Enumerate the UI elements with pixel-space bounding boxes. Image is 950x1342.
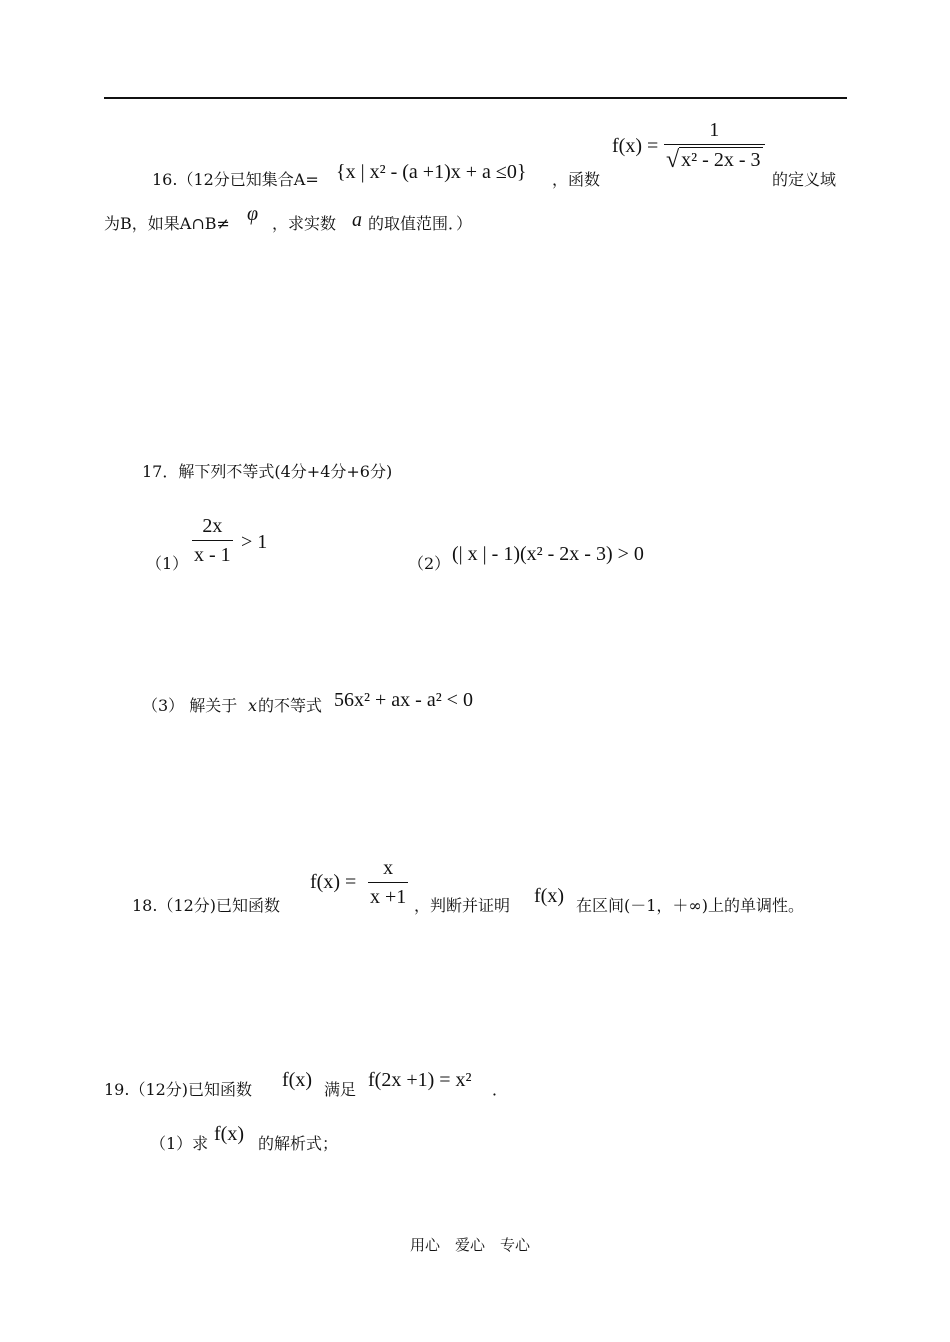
q18-fraction-numerator: x (383, 857, 394, 879)
q18-function-fraction (368, 856, 408, 909)
q18-function-lhs: f(x) = (310, 871, 357, 893)
q16-function-fraction (664, 118, 765, 173)
q17-part1-rhs: > 1 (241, 531, 268, 553)
q16-line2-start: 为B，如果A∩B≠ (104, 214, 230, 233)
q18-label: 18.（12分)已知函数 (132, 896, 281, 915)
q19-part1-text: 的解析式； (258, 1134, 339, 1153)
q17-part3-label: （3） 解关于 (142, 696, 238, 715)
q18-fraction-denominator: x +1 (368, 882, 408, 909)
header-rule (104, 97, 847, 99)
q17-part1-label: （1） (146, 554, 189, 573)
q18-mid-text: ，判断并证明 (414, 896, 511, 915)
q16-fraction-denominator: x² - 2x - 3 (681, 149, 761, 171)
q16-domain-text: 的定义域 (772, 170, 837, 189)
q19-part1-label: （1）求 (150, 1134, 209, 1153)
q16-function-lhs: f(x) = (612, 135, 659, 157)
phi-symbol: φ (247, 203, 259, 225)
q18-fx: f(x) (534, 885, 564, 907)
q17-title: 17．解下列不等式(4分+4分+6分) (142, 462, 393, 481)
q19-label: 19.（12分)已知函数 (104, 1080, 253, 1099)
q19-part1-fx: f(x) (214, 1123, 244, 1145)
q18-tail-text: 在区间(－1，＋∞)上的单调性。 (576, 896, 804, 915)
q19-mid-text: 满足 (324, 1080, 357, 1099)
q17-part2-label: （2） (408, 554, 451, 573)
q16-variable-a: a (352, 209, 362, 231)
q16-function-word: ，函数 (552, 170, 601, 189)
q17-part1-numerator: 2x (202, 515, 223, 537)
q16-line2-end: 的取值范围．） (368, 214, 473, 233)
q17-part2-expression: (| x | - 1)(x² - 2x - 3) > 0 (452, 543, 644, 565)
sqrt-symbol: √ x² - 2x - 3 (666, 147, 761, 173)
q17-part1-fraction (192, 514, 233, 567)
q16-line2-mid: ，求实数 (272, 214, 337, 233)
page-footer: 用心 爱心 专心 (410, 1236, 531, 1254)
q17-part3-text: 的不等式 (258, 696, 323, 715)
q16-label: 16.（12分已知集合A= (152, 170, 319, 189)
q19-condition: f(2x +1) = x² (368, 1069, 472, 1091)
q19-period: ． (492, 1080, 509, 1099)
q17-part3-variable: x (248, 696, 258, 715)
q17-part1-denominator: x - 1 (192, 540, 233, 567)
q17-part3-expression: 56x² + ax - a² < 0 (334, 689, 473, 711)
q16-set-expression: {x | x² - (a +1)x + a ≤0} (336, 161, 527, 183)
q19-fx: f(x) (282, 1069, 312, 1091)
q16-fraction-numerator: 1 (709, 119, 720, 141)
